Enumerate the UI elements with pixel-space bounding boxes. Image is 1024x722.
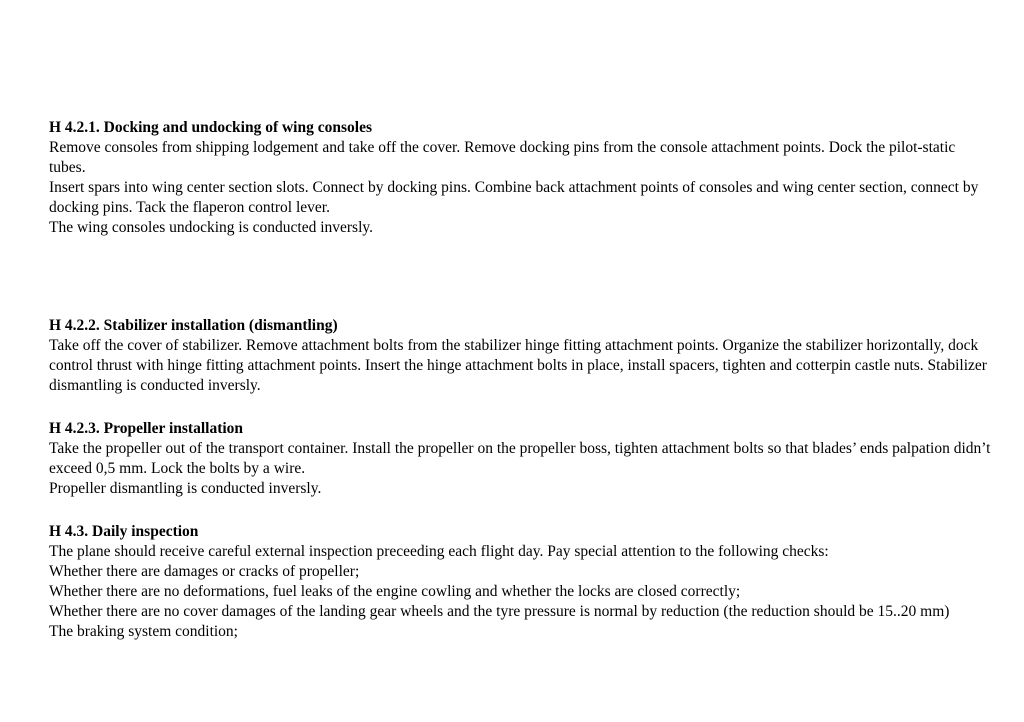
paragraph: The plane should receive careful external inspection preceeding each flight day. Pay special attention to the following checks:: [49, 543, 829, 560]
paragraph: Propeller dismantling is conducted inversly.: [49, 480, 322, 497]
paragraph: Insert spars into wing center section slots. Connect by docking pins. Combine back attachment points of consoles and wing center section, connect by docking pins. Tack the flaperon control lever.: [49, 179, 979, 216]
paragraph: Whether there are damages or cracks of propeller;: [49, 563, 360, 580]
paragraph: The wing consoles undocking is conducted inversly.: [49, 219, 374, 236]
section-heading: H 4.2.2. Stabilizer installation (dismantling): [49, 317, 338, 334]
paragraph: The braking system condition;: [49, 623, 238, 640]
section-daily-inspection: [49, 522, 994, 642]
paragraph: Take off the cover of stabilizer. Remove attachment bolts from the stabilizer hinge fitting attachment points. Organize the stabilizer horizontally, dock control thrust with hinge fitting attachment points. Insert the hinge attachment bolts in place, install spacers, tighten and cotterpin castle nuts. Stabilizer dismantling is conducted inversly.: [49, 337, 987, 394]
section-heading: H 4.2.1. Docking and undocking of wing consoles: [49, 119, 372, 136]
section-propeller-installation: [49, 419, 994, 499]
section-heading: H 4.2.3. Propeller installation: [49, 420, 244, 437]
paragraph: Whether there are no cover damages of the landing gear wheels and the tyre pressure is normal by reduction (the reduction should be 15..20 mm): [49, 603, 950, 620]
section-stabilizer-installation: [49, 316, 994, 396]
section-heading: H 4.3. Daily inspection: [49, 523, 199, 540]
section-docking-undocking: [49, 118, 994, 238]
paragraph: Remove consoles from shipping lodgement and take off the cover. Remove docking pins from the console attachment points. Dock the pilot-static tubes.: [49, 139, 956, 176]
paragraph: Whether there are no deformations, fuel leaks of the engine cowling and whether the locks are closed correctly;: [49, 583, 741, 600]
paragraph: Take the propeller out of the transport container. Install the propeller on the propeller boss, tighten attachment bolts so that blades’ ends palpation didn’t exceed 0,5 mm. Lock the bolts by a wire.: [49, 440, 991, 477]
